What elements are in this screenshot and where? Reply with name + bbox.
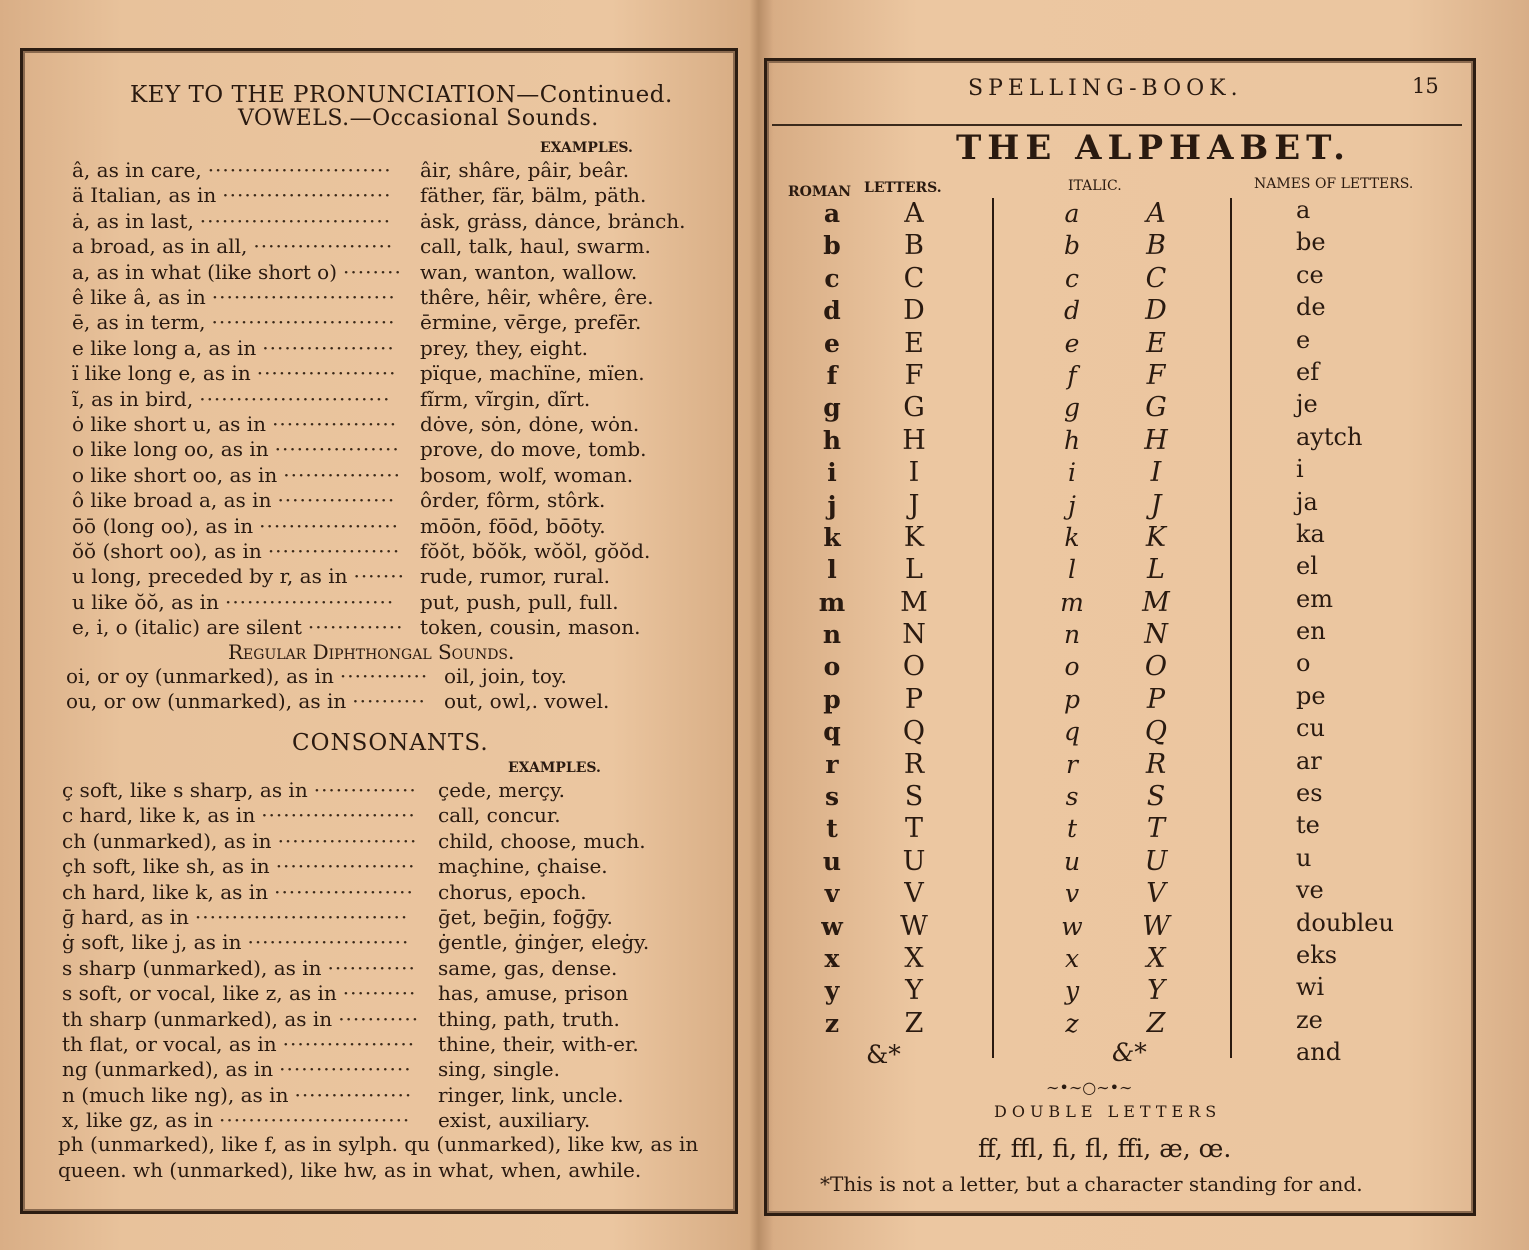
roman-uppercase-letter: C <box>903 262 925 294</box>
roman-uppercase-letter: P <box>904 683 924 715</box>
italic-lowercase-letter: v <box>1064 879 1080 909</box>
letter-name: em <box>1296 584 1333 613</box>
italic-lowercase-letter: w <box>1061 911 1083 941</box>
vowel-examples: mōōn, fōōd, bōōty. <box>420 513 606 538</box>
vowel-examples: call, talk, haul, swarm. <box>420 234 651 259</box>
double-letters-heading: DOUBLE LETTERS <box>994 1102 1222 1121</box>
leader-dots: ··················· <box>274 879 414 904</box>
leader-dots: ····················· <box>261 803 416 828</box>
italic-lowercase-letter: x <box>1064 943 1080 973</box>
letter-name: o <box>1296 649 1311 678</box>
roman-uppercase-letter: U <box>902 845 926 877</box>
leader-dots: ················ <box>277 488 396 513</box>
roman-lowercase-letter: w <box>821 911 843 941</box>
vowel-examples: pïque, machïne, mïen. <box>420 361 645 386</box>
vowel-examples: prove, do move, tomb. <box>420 437 647 462</box>
leader-dots: ·························· <box>218 1108 411 1133</box>
vowel-examples: prey, they, eight. <box>420 335 588 360</box>
roman-uppercase-letter: R <box>903 748 925 780</box>
roman-uppercase-letter: F <box>904 359 924 391</box>
leader-dots: ·············· <box>313 778 417 802</box>
roman-uppercase-letter: O <box>902 651 926 683</box>
leader-dots: ··················· <box>275 854 416 879</box>
vowel-examples: rude, rumor, rural. <box>420 564 610 589</box>
italic-lowercase-letter: c <box>1064 263 1079 293</box>
consonant-examples: thing, path, truth. <box>438 1006 620 1031</box>
consonant-sound: ḡ hard, as in <box>62 905 189 929</box>
vowel-examples: fäther, fär, bälm, päth. <box>420 183 647 208</box>
roman-lowercase-letter: a <box>823 199 841 228</box>
italic-lowercase-letter: i <box>1068 458 1076 488</box>
vowel-examples: fŏŏt, bŏŏk, wŏŏl, gŏŏd. <box>420 539 651 563</box>
roman-uppercase-letter: S <box>904 781 924 813</box>
italic-lowercase-letter: g <box>1063 393 1080 423</box>
italic-uppercase-letter: F <box>1146 359 1166 391</box>
italic-uppercase-letter: D <box>1145 295 1167 327</box>
leader-dots: ·················· <box>262 335 395 360</box>
roman-lowercase-letter: t <box>826 814 838 844</box>
letter-name: en <box>1296 617 1326 646</box>
roman-uppercase-letter: X <box>904 942 924 974</box>
col-roman-label: ROMAN <box>788 184 851 200</box>
italic-uppercase-letter: R <box>1145 748 1167 780</box>
vowel-sound: ōō (long oo), as in <box>72 513 254 538</box>
roman-lowercase-letter: l <box>827 555 837 585</box>
left-footer-line-1: ph (unmarked), like f, as in sylph. qu (unmarked), like kw, as in <box>58 1132 699 1156</box>
italic-uppercase-letter: Z <box>1146 1007 1166 1039</box>
letter-name: doubleu <box>1296 908 1394 937</box>
leader-dots: ····························· <box>194 905 409 929</box>
roman-lowercase-letter: h <box>822 425 842 455</box>
consonant-sound: çh soft, like sh, as in <box>62 854 270 879</box>
consonant-examples: ḡet, beḡin, foḡḡy. <box>438 905 613 929</box>
letter-name: ze <box>1296 1005 1323 1034</box>
col-italic-label: ITALIC. <box>1068 178 1122 194</box>
italic-uppercase-letter: V <box>1146 878 1166 910</box>
leader-dots: ·················· <box>282 1032 416 1056</box>
vowel-examples: bosom, wolf, woman. <box>420 462 634 487</box>
italic-uppercase-letter: U <box>1144 845 1168 877</box>
col-letters-label: LETTERS. <box>864 180 942 196</box>
letter-name: te <box>1296 811 1320 840</box>
roman-lowercase-letter: i <box>827 458 837 488</box>
italic-uppercase-letter: C <box>1145 262 1167 294</box>
vowel-sound: e, i, o (italic) are silent <box>72 615 302 640</box>
head-rule <box>772 124 1462 126</box>
roman-uppercase-letter: D <box>903 295 925 327</box>
vowel-examples: âir, shâre, pâir, beâr. <box>420 158 630 182</box>
consonant-examples: chorus, epoch. <box>438 879 587 904</box>
roman-lowercase-letter: k <box>823 522 841 552</box>
italic-lowercase-letter: p <box>1063 684 1080 714</box>
vowel-examples: dȯve, sȯn, dȯne, wȯn. <box>420 412 640 436</box>
leader-dots: ·········· <box>342 981 417 1006</box>
ampersand-italic: &* <box>1112 1038 1147 1067</box>
italic-lowercase-letter: r <box>1066 749 1078 779</box>
letter-name: eks <box>1296 940 1338 969</box>
vowel-sound: ŏŏ (short oo), as in <box>72 539 262 563</box>
consonant-sound: ch hard, like k, as in <box>62 879 269 904</box>
roman-uppercase-letter: H <box>902 424 926 456</box>
letter-name: ve <box>1296 876 1324 905</box>
diphthong-sound: oi, or oy (unmarked), as in <box>66 664 334 688</box>
letter-names-column <box>1296 194 1476 1069</box>
italic-lowercase-letter: q <box>1063 717 1080 747</box>
leader-dots: ······················· <box>224 589 395 614</box>
italic-uppercase-letter: A <box>1146 198 1166 229</box>
vowel-sound: a, as in what (like short o) <box>72 259 338 284</box>
italic-uppercase-letter: H <box>1144 424 1168 456</box>
italic-uppercase-letter: S <box>1146 781 1166 813</box>
italic-lowercase-letter: b <box>1063 231 1080 261</box>
italic-uppercase-letter: M <box>1142 586 1170 618</box>
roman-uppercase-letter: E <box>904 327 924 359</box>
vowel-sound: ô like broad a, as in <box>72 488 272 513</box>
right-page <box>756 0 1529 1250</box>
letter-name: pe <box>1296 681 1326 710</box>
italic-uppercase-letter: Q <box>1144 716 1168 748</box>
leader-dots: ·········· <box>352 689 426 713</box>
italic-uppercase-letter: B <box>1146 230 1166 262</box>
roman-lowercase-letter: x <box>824 943 840 973</box>
roman-lowercase-letter: s <box>824 782 840 812</box>
leader-dots: ······· <box>353 564 405 589</box>
leader-dots: ··················· <box>277 828 418 853</box>
vowel-examples: token, cousin, mason. <box>420 615 641 640</box>
vowel-list <box>72 158 722 658</box>
letter-name: be <box>1296 228 1326 257</box>
roman-lowercase-letter: m <box>818 587 846 617</box>
consonant-sound: n (much like ng), as in <box>62 1082 289 1107</box>
italic-lowercase-letter: d <box>1063 296 1080 326</box>
letter-name: ka <box>1296 519 1325 548</box>
double-letters: ff, ffl, fi, fl, ffi, æ, œ. <box>978 1134 1232 1163</box>
roman-lowercase-letter: n <box>822 620 842 650</box>
vowel-sound: ä Italian, as in <box>72 183 217 208</box>
roman-italic-divider <box>992 198 994 1058</box>
consonant-examples: call, concur. <box>438 803 561 828</box>
left-footer-line-2: queen. wh (unmarked), like hw, as in what, when, awhile. <box>58 1158 642 1182</box>
italic-lowercase-letter: l <box>1068 555 1076 585</box>
consonant-examples: ġentle, ġinġer, eleġy. <box>438 930 650 955</box>
leader-dots: ················ <box>294 1082 413 1107</box>
italic-uppercase-letter: E <box>1146 327 1166 359</box>
vowel-sound: o like short oo, as in <box>72 462 278 487</box>
roman-uppercase-letter: B <box>904 230 924 262</box>
consonant-examples: exist, auxiliary. <box>438 1108 591 1133</box>
page-number: 15 <box>1412 74 1439 98</box>
vowel-sound: ê like â, as in <box>72 285 206 309</box>
vowel-examples: ērmine, vērge, prefēr. <box>420 310 642 335</box>
letter-name: aytch <box>1296 422 1363 451</box>
leader-dots: ··················· <box>253 234 394 259</box>
roman-lowercase-letter: q <box>823 717 841 747</box>
letter-name: de <box>1296 293 1326 322</box>
roman-uppercase-letter: A <box>904 198 924 229</box>
roman-lowercase-letter: z <box>824 1008 840 1038</box>
roman-lowercase-letter: d <box>823 296 841 326</box>
left-page <box>0 0 756 1250</box>
italic-lowercase-letter: o <box>1064 652 1080 682</box>
italic-names-divider <box>1230 198 1232 1058</box>
italic-lowercase-letter: e <box>1064 328 1080 358</box>
italic-uppercase-letter: W <box>1142 910 1170 942</box>
leader-dots: ················ <box>283 462 401 487</box>
roman-uppercase-letter: N <box>902 619 926 651</box>
italic-uppercase-letter: I <box>1150 457 1162 489</box>
vowel-sound: e like long a, as in <box>72 335 257 360</box>
consonant-sound: th sharp (unmarked), as in <box>62 1006 333 1031</box>
roman-lowercase-letter: c <box>824 263 840 293</box>
alphabet-title: THE ALPHABET. <box>956 128 1351 168</box>
leader-dots: ······················· <box>222 183 392 208</box>
vowel-sound: ē, as in term, <box>72 310 206 335</box>
consonant-list <box>62 778 722 1138</box>
roman-lowercase-letter: j <box>827 490 837 520</box>
vowel-examples: ȧsk, grȧss, dȧnce, brȧnch. <box>420 208 686 233</box>
letter-name: je <box>1296 390 1318 419</box>
letter-name: e <box>1296 325 1311 354</box>
roman-lowercase-letter: u <box>822 846 842 876</box>
leader-dots: ·························· <box>199 208 392 233</box>
roman-uppercase-letter: K <box>903 521 925 553</box>
consonant-examples: maçhine, çhaise. <box>438 854 608 879</box>
roman-lowercase-letter: o <box>823 652 841 682</box>
consonants-heading: CONSONANTS. <box>292 730 489 756</box>
letter-name: cu <box>1296 714 1325 743</box>
diphthong-examples: out, owl,. vowel. <box>444 689 610 713</box>
vowel-examples: thêre, hêir, whêre, êre. <box>420 285 654 309</box>
consonant-examples: has, amuse, prison <box>438 981 629 1006</box>
leader-dots: ············ <box>327 955 416 980</box>
consonant-sound: x, like gz, as in <box>62 1108 213 1133</box>
roman-lowercase-letter: p <box>823 684 841 714</box>
leader-dots: ·························· <box>199 386 391 411</box>
roman-uppercase-column <box>894 198 934 1040</box>
leader-dots: ··················· <box>256 361 397 386</box>
letter-name: and <box>1296 1038 1342 1067</box>
consonant-examples: sing, single. <box>438 1057 560 1082</box>
italic-lowercase-letter: z <box>1065 1008 1079 1038</box>
italic-lowercase-letter: y <box>1064 976 1080 1006</box>
roman-uppercase-letter: T <box>904 813 923 845</box>
vowel-examples: fĩrm, vĩrgin, dĩrt. <box>420 386 591 411</box>
italic-lowercase-letter: t <box>1066 814 1078 844</box>
italic-lowercase-letter: m <box>1060 587 1084 617</box>
consonant-sound: ġ soft, like j, as in <box>62 930 242 955</box>
roman-lowercase-letter: f <box>826 360 838 390</box>
italic-lowercase-letter: u <box>1063 846 1081 876</box>
consonant-sound: c hard, like k, as in <box>62 803 256 828</box>
ampersand-roman: &* <box>866 1040 901 1069</box>
vowel-sound: o like long oo, as in <box>72 437 269 462</box>
roman-uppercase-letter: Y <box>905 975 923 1007</box>
italic-uppercase-letter: N <box>1144 619 1168 651</box>
italic-uppercase-letter: G <box>1145 392 1167 424</box>
vowel-sound: a broad, as in all, <box>72 234 248 259</box>
consonant-sound: s sharp (unmarked), as in <box>62 955 322 980</box>
roman-lowercase-letter: b <box>823 231 841 261</box>
roman-uppercase-letter: J <box>908 489 920 521</box>
leader-dots: ························· <box>207 158 392 182</box>
consonant-sound: s soft, or vocal, like z, as in <box>62 981 337 1006</box>
leader-dots: ························· <box>211 310 396 335</box>
vowel-sound: ȧ, as in last, <box>72 208 194 233</box>
roman-uppercase-letter: Q <box>902 716 926 748</box>
italic-uppercase-letter: P <box>1146 683 1166 715</box>
vowel-sound: ï like long e, as in <box>72 361 251 386</box>
vowel-sound: u long, preceded by r, as in <box>72 564 348 589</box>
letter-name: ef <box>1296 357 1320 386</box>
italic-uppercase-letter: T <box>1146 813 1165 845</box>
consonant-examples: ringer, link, uncle. <box>438 1082 624 1107</box>
leader-dots: ··········· <box>338 1006 420 1031</box>
roman-uppercase-letter: G <box>903 392 925 424</box>
consonant-sound: ng (unmarked), as in <box>62 1057 274 1082</box>
letter-name: wi <box>1296 973 1325 1002</box>
consonant-sound: ch (unmarked), as in <box>62 828 272 853</box>
diphthong-heading: Regular Diphthongal Sounds. <box>228 640 515 664</box>
left-page-title: KEY TO THE PRONUNCIATION—Continued. <box>130 82 673 108</box>
roman-lowercase-letter: v <box>824 879 840 909</box>
roman-lowercase-letter: r <box>825 749 839 779</box>
leader-dots: ························· <box>211 285 396 309</box>
leader-dots: ········ <box>343 259 402 284</box>
vowel-sound: u like ŏŏ, as in <box>72 589 219 614</box>
consonant-examples: child, choose, much. <box>438 828 646 853</box>
italic-uppercase-letter: O <box>1144 651 1168 683</box>
diphthong-sound: ou, or ow (unmarked), as in <box>66 689 347 713</box>
vowel-examples: ôrder, fôrm, stôrk. <box>420 488 606 513</box>
italic-lowercase-letter: s <box>1065 782 1079 812</box>
vowel-examples: wan, wanton, wallow. <box>420 259 638 284</box>
consonant-sound: th flat, or vocal, as in <box>62 1032 277 1056</box>
letter-name: el <box>1296 552 1318 581</box>
letter-name: a <box>1296 196 1311 224</box>
vowel-sound: ĩ, as in bird, <box>72 386 194 411</box>
leader-dots: ·················· <box>267 539 401 563</box>
letter-name: ja <box>1296 487 1318 516</box>
letter-name: es <box>1296 779 1323 808</box>
italic-lowercase-letter: a <box>1064 199 1080 228</box>
italic-uppercase-letter: X <box>1146 942 1166 974</box>
leader-dots: ······················ <box>247 930 410 955</box>
diphthong-list <box>66 664 716 724</box>
roman-lowercase-letter: e <box>824 328 840 358</box>
roman-lowercase-letter: y <box>824 976 840 1006</box>
italic-lowercase-letter: k <box>1064 522 1080 552</box>
roman-lowercase-letter: g <box>823 393 841 423</box>
roman-uppercase-letter: M <box>900 586 928 618</box>
roman-uppercase-letter: Z <box>904 1007 924 1039</box>
italic-lowercase-letter: f <box>1067 360 1077 390</box>
leader-dots: ················· <box>272 412 398 436</box>
roman-uppercase-letter: W <box>900 910 928 942</box>
italic-uppercase-column <box>1136 198 1176 1040</box>
vowels-examples-label: EXAMPLES. <box>540 140 633 156</box>
leader-dots: ·················· <box>279 1057 412 1082</box>
roman-lowercase-column <box>812 198 852 1040</box>
consonants-examples-label: EXAMPLES. <box>508 760 601 776</box>
vowel-sound: â, as in care, <box>72 158 202 182</box>
italic-lowercase-letter: j <box>1068 490 1076 520</box>
leader-dots: ··················· <box>259 513 399 538</box>
italic-uppercase-letter: L <box>1147 554 1165 586</box>
italic-lowercase-letter: n <box>1063 620 1081 650</box>
leader-dots: ············ <box>339 664 429 688</box>
consonant-examples: same, gas, dense. <box>438 955 618 980</box>
italic-lowercase-column <box>1052 198 1092 1040</box>
letter-name: ar <box>1296 746 1322 775</box>
footnote: *This is not a letter, but a character standing for and. <box>820 1172 1363 1196</box>
italic-uppercase-letter: Y <box>1147 975 1165 1007</box>
italic-uppercase-letter: K <box>1145 521 1167 553</box>
italic-uppercase-letter: J <box>1150 489 1162 521</box>
letter-name: u <box>1296 843 1312 872</box>
roman-uppercase-letter: I <box>908 457 920 489</box>
roman-uppercase-letter: V <box>904 878 924 910</box>
leader-dots: ············· <box>307 615 404 640</box>
consonant-examples: çede, merçy. <box>438 778 565 802</box>
letter-name: ce <box>1296 260 1324 289</box>
italic-lowercase-letter: h <box>1063 425 1081 455</box>
vowel-sound: ȯ like short u, as in <box>72 412 267 436</box>
running-head: SPELLING-BOOK. <box>968 76 1243 101</box>
col-names-label: NAMES OF LETTERS. <box>1254 176 1414 192</box>
roman-uppercase-letter: L <box>905 554 923 586</box>
ornament: ∼•∼○∼•∼ <box>1046 1078 1133 1097</box>
consonant-sound: ç soft, like s sharp, as in <box>62 778 308 802</box>
letter-name: i <box>1296 455 1304 484</box>
diphthong-examples: oil, join, toy. <box>444 664 567 688</box>
leader-dots: ················· <box>274 437 400 462</box>
vowels-heading: VOWELS.—Occasional Sounds. <box>238 106 599 131</box>
vowel-examples: put, push, pull, full. <box>420 589 619 614</box>
consonant-examples: thine, their, with-er. <box>438 1032 639 1056</box>
